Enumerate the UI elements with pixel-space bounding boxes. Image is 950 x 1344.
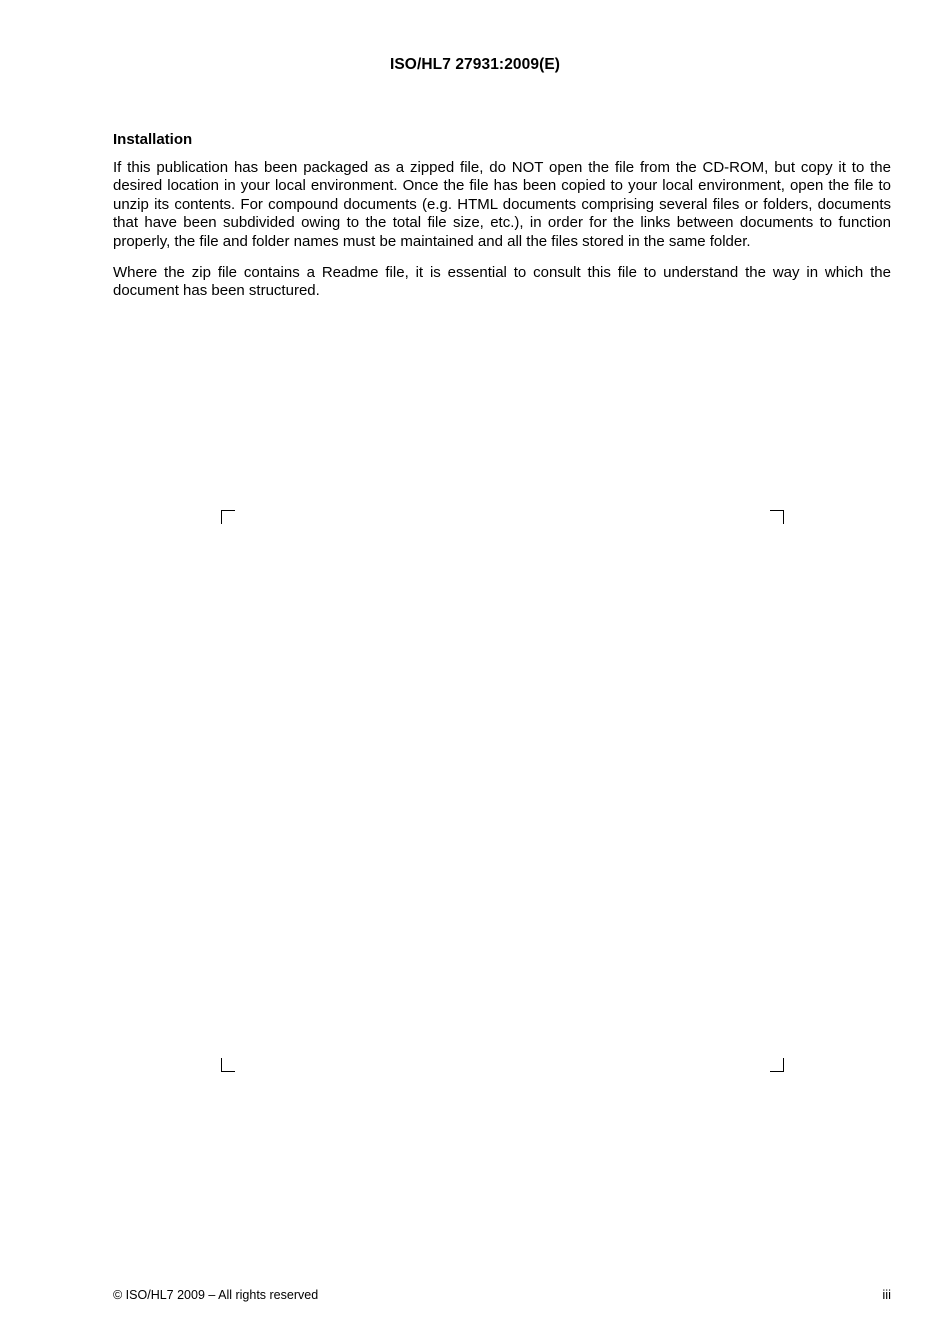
installation-section xyxy=(113,131,891,314)
section-heading: Installation xyxy=(113,131,193,148)
crop-mark-top-right xyxy=(770,510,784,524)
footer-copyright: © ISO/HL7 2009 – All rights reserved xyxy=(113,1288,319,1302)
paragraph-readme: Where the zip file contains a Readme file, it is essential to consult this file to understand the way in which the document has been structured. xyxy=(113,264,891,300)
footer-page-number: iii xyxy=(882,1287,891,1302)
document-header-title: ISO/HL7 27931:2009(E) xyxy=(389,56,561,73)
paragraph-packaging: If this publication has been packaged as a zipped file, do NOT open the file from the CD-ROM, but copy it to the desired location in your local environment. Once the file has been copied to your local environment, open the file to unzip its contents. For compound documents (e.g. HTML documents comprising several files or folders, documents that have been subdivided owing to the total file size, etc.), in order for the links between documents to function properly, the file and folder names must be maintained and all the files stored in the same folder. xyxy=(113,159,891,250)
crop-mark-bottom-left xyxy=(221,1058,235,1072)
crop-mark-top-left xyxy=(221,510,235,524)
crop-mark-bottom-right xyxy=(770,1058,784,1072)
